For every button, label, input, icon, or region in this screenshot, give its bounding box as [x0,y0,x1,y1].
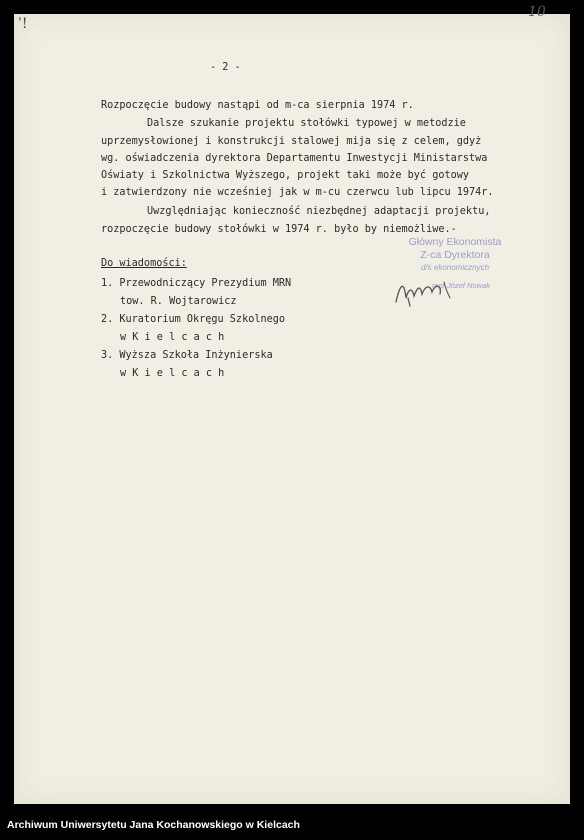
stamp-line: Z-ca Dyrektora [420,249,490,261]
archive-footer: Archiwum Uniwersytetu Jana Kochanowskiego w Kielcach [7,819,300,831]
body-line: uprzemysłowionej i konstrukcji stalowej mija się z celem, gdyż [101,136,482,147]
margin-mark: ˈ! [18,16,28,32]
distribution-item: 3. Wyższa Szkoła Inżynierska [101,350,273,361]
body-line: rozpoczęcie budowy stołówki w 1974 r. było by niemożliwe.- [101,224,457,235]
distribution-item: w K i e l c a c h [120,332,225,343]
distribution-item: w K i e l c a c h [120,368,225,379]
body-line: Uwzględniając konieczność niezbędnej adaptacji projektu, [147,206,491,217]
document-page [14,14,570,804]
body-line: Rozpoczęcie budowy nastąpi od m-ca sierpnia 1974 r. [101,100,414,111]
stamp-name: mgr Józef Nowak [432,281,490,290]
body-line: wg. oświadczenia dyrektora Departamentu Inwestycji Ministarstwa [101,153,488,164]
distribution-heading: Do wiadomości: [101,258,187,269]
distribution-item: 2. Kuratorium Okręgu Szkolnego [101,314,286,325]
handwritten-signature [390,272,480,312]
distribution-item: tow. R. Wojtarowicz [120,296,237,307]
body-line: Dalsze szukanie projektu stołówki typowej w metodzie [147,118,466,129]
distribution-item: 1. Przewodniczący Prezydium MRN [101,278,292,289]
archive-page-number: 10 [528,4,546,20]
page-number: - 2 - [210,62,241,73]
body-line: Oświaty i Szkolnictwa Wyższego, projekt taki może być gotowy [101,170,470,181]
stamp-line: Główny Ekonomista [408,236,502,248]
body-line: i zatwierdzony nie wcześniej jak w m-cu czerwcu lub lipcu 1974r. [101,187,494,198]
stamp-line: d/s ekonomicznych [420,263,490,272]
